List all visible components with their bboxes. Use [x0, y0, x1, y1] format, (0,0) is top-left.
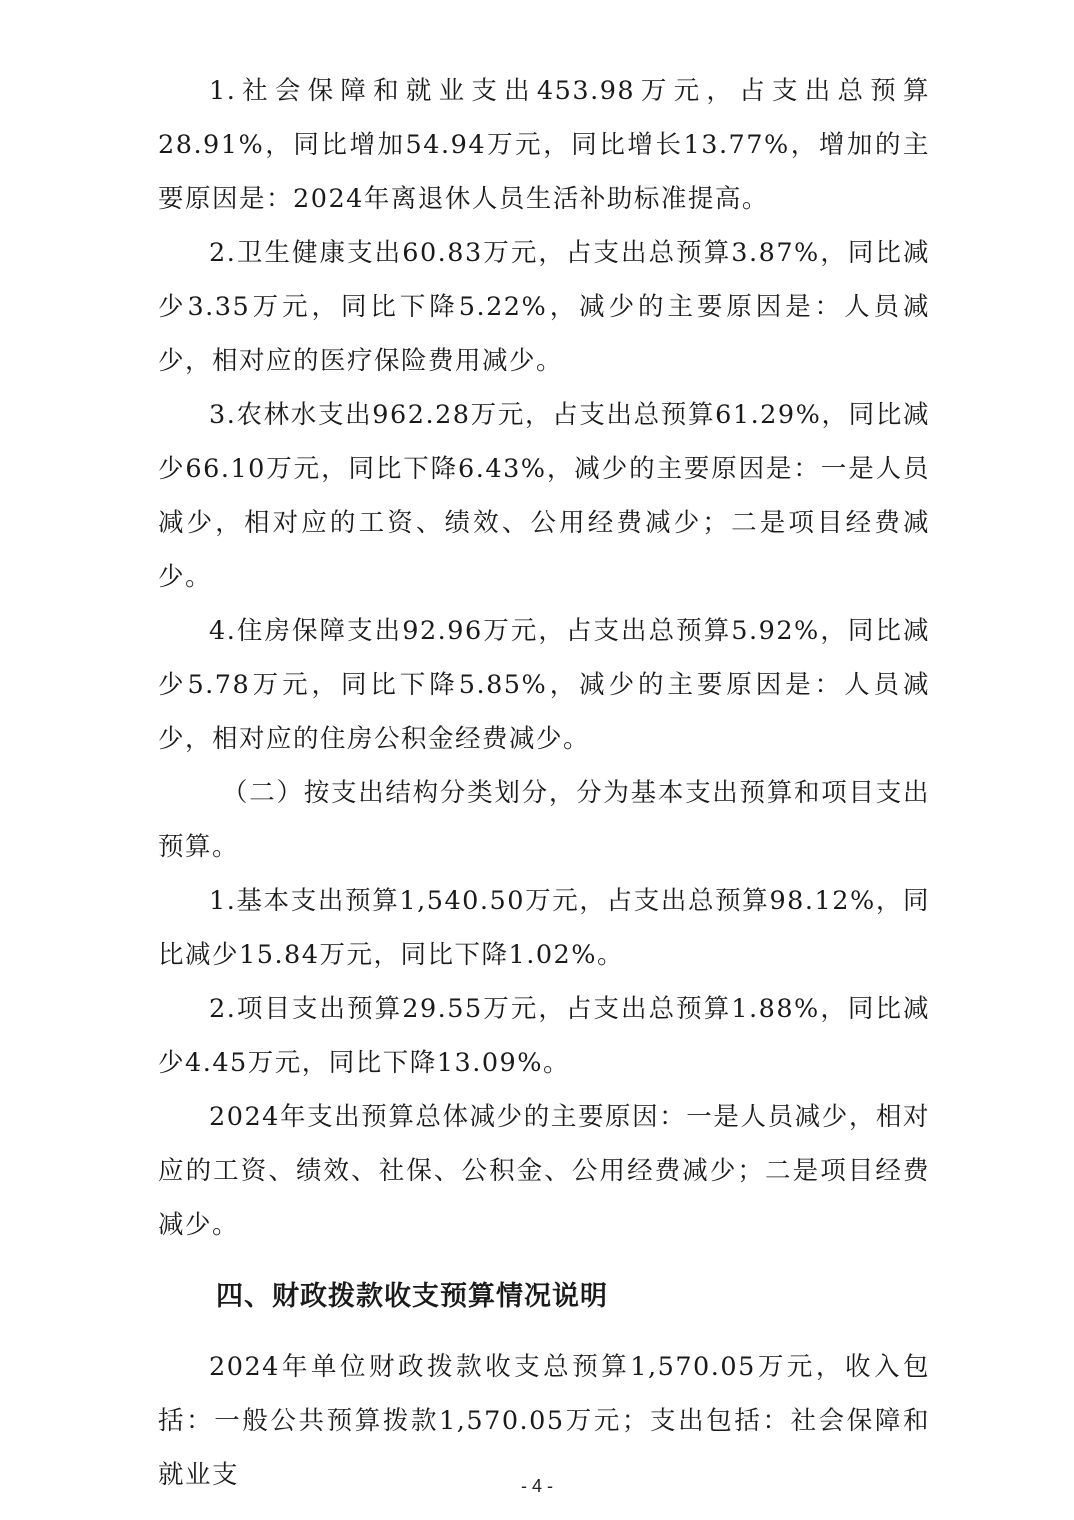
- page-number: - 4 -: [520, 1476, 553, 1496]
- item-social-security-expenditure: 1.社会保障和就业支出453.98万元，占支出总预算28.91%，同比增加54.94万元，同比增长13.77%，增加的主要原因是：2024年离退休人员生活补助标准提高。: [158, 76, 930, 214]
- section-heading: 四、财政拨款收支预算情况说明: [216, 1281, 608, 1312]
- page-body: [158, 64, 930, 1502]
- item-basic-expenditure: 1.基本支出预算1,540.50万元，占支出总预算98.12%，同比减少15.84万元，同比下降1.02%。: [158, 886, 930, 970]
- item-project-expenditure: 2.项目支出预算29.55万元，占支出总预算1.88%，同比减少4.45万元，同比下降13.09%。: [158, 994, 930, 1078]
- subsection-expenditure-structure: （二）按支出结构分类划分，分为基本支出预算和项目支出预算。: [158, 778, 930, 862]
- section-paragraph: 2024年单位财政拨款收支总预算1,570.05万元，收入包括：一般公共预算拨款1,570.05万元；支出包括：社会保障和就业支: [158, 1352, 930, 1490]
- item-housing-security-expenditure: 4.住房保障支出92.96万元，占支出总预算5.92%，同比减少5.78万元，同比下降5.85%，减少的主要原因是：人员减少，相对应的住房公积金经费减少。: [158, 616, 930, 754]
- item-health-expenditure: 2.卫生健康支出60.83万元，占支出总预算3.87%，同比减少3.35万元，同比下降5.22%，减少的主要原因是：人员减少，相对应的医疗保险费用减少。: [158, 238, 930, 376]
- item-agriculture-forestry-water-expenditure: 3.农林水支出962.28万元，占支出总预算61.29%，同比减少66.10万元，同比下降6.43%，减少的主要原因是：一是人员减少，相对应的工资、绩效、公用经费减少；二是项目经费减少。: [158, 400, 930, 592]
- summary-decrease-reason: 2024年支出预算总体减少的主要原因：一是人员减少，相对应的工资、绩效、社保、公积金、公用经费减少；二是项目经费减少。: [158, 1102, 930, 1240]
